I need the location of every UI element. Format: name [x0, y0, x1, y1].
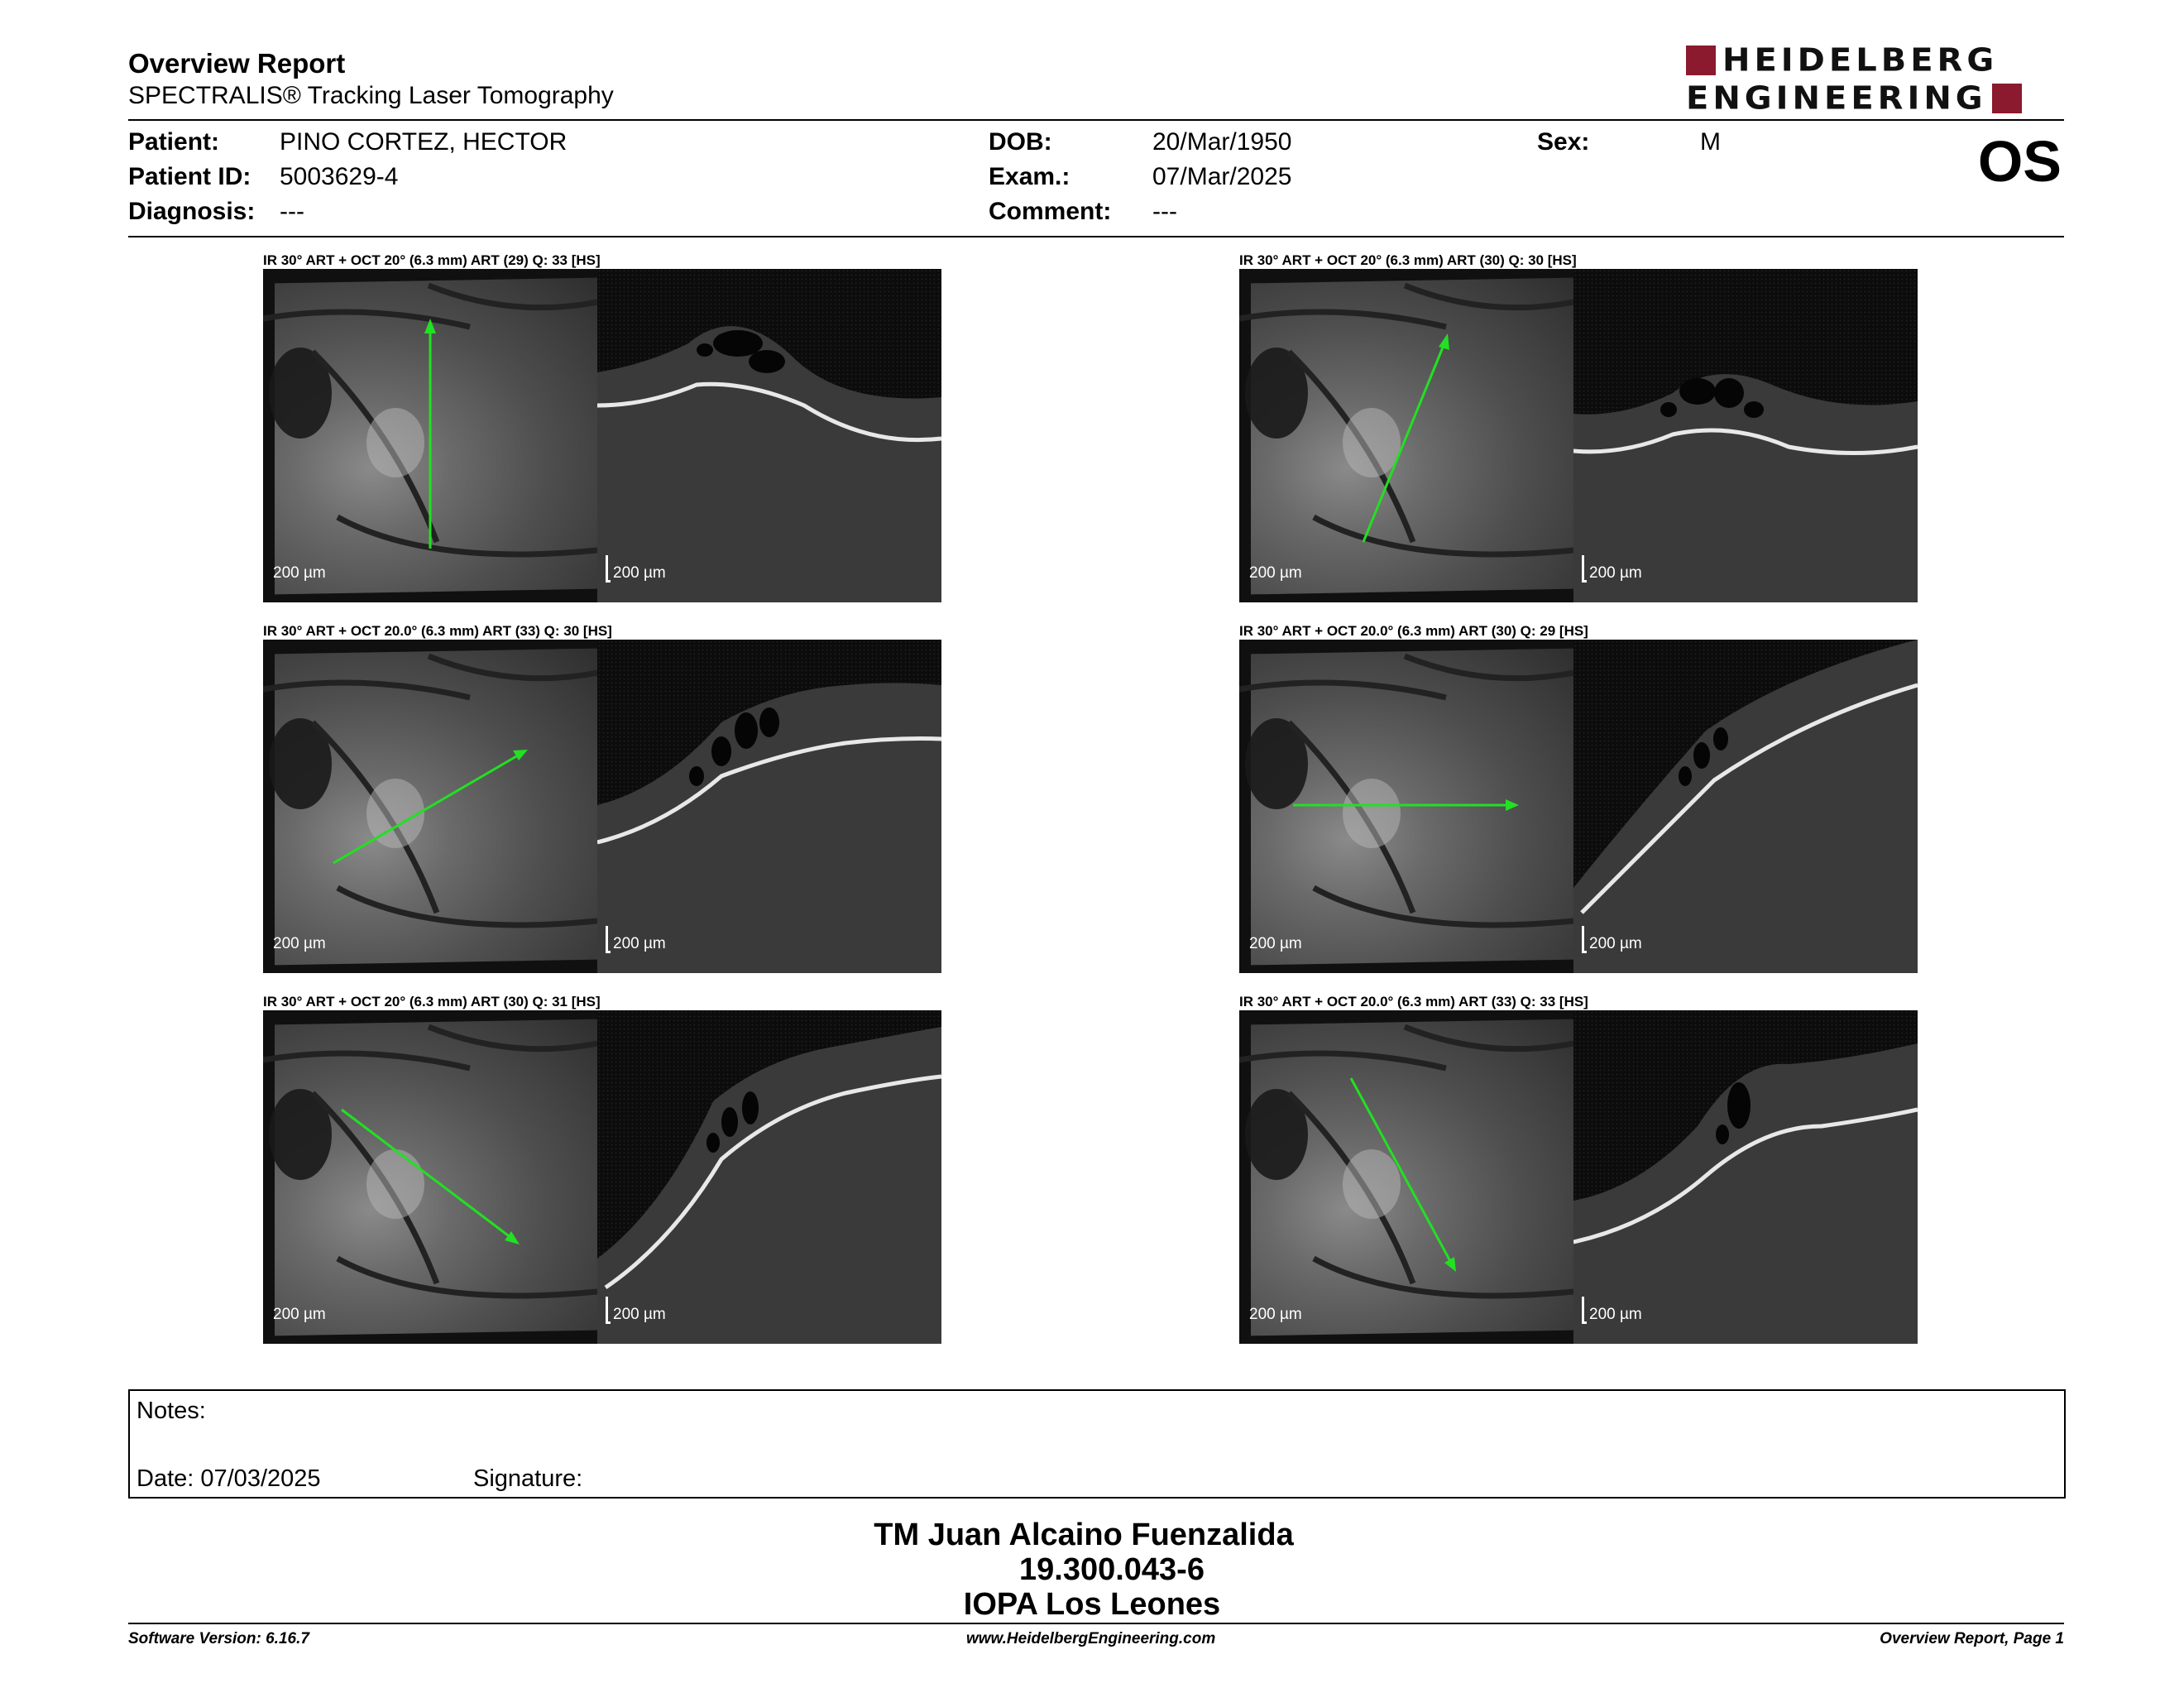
patient-id-label: Patient ID:: [128, 163, 251, 190]
report-title: Overview Report: [128, 48, 346, 79]
scan-image-pair: [1239, 1010, 1918, 1344]
comment-value: ---: [1152, 198, 1177, 225]
patient-id: 5003629-4: [280, 163, 399, 190]
diagnosis-label: Diagnosis:: [128, 198, 256, 225]
fundus-overlay: [263, 269, 597, 602]
oct-scale-label: 200 µm: [606, 926, 666, 953]
scan-image-pair: [1239, 269, 1918, 602]
notes-label: Notes:: [136, 1398, 206, 1424]
panel-title: IR 30° ART + OCT 20.0° (6.3 mm) ART (33) Q: 30 [HS]: [263, 623, 612, 639]
bscan-overlay: [597, 640, 941, 973]
scan-panel-3: [263, 623, 941, 975]
sex-label: Sex:: [1537, 128, 1590, 156]
panel-title: IR 30° ART + OCT 20° (6.3 mm) ART (29) Q: 33 [HS]: [263, 252, 601, 268]
bscan-overlay: [597, 269, 941, 602]
scan-panel-4: [1239, 623, 1918, 975]
dob-value: 20/Mar/1950: [1152, 128, 1292, 156]
oct-bscan-image: [597, 640, 941, 973]
scan-panel-6: [1239, 994, 1918, 1345]
fundus-overlay: [1239, 640, 1573, 973]
scan-image-pair: [263, 640, 941, 973]
patient-name: PINO CORTEZ, HECTOR: [280, 128, 568, 156]
exam-label: Exam.:: [989, 163, 1070, 190]
page-indicator: Overview Report, Page 1: [1880, 1630, 2064, 1647]
infrared-fundus-image: [263, 640, 597, 973]
comment-label: Comment:: [989, 198, 1112, 225]
ir-scale-label: 200 µm: [273, 1306, 326, 1323]
heidelberg-logo: [1686, 42, 2065, 117]
header-divider: [128, 119, 2064, 121]
website-link: www.HeidelbergEngineering.com: [966, 1630, 1216, 1647]
software-version: Software Version: 6.16.7: [128, 1630, 309, 1647]
bscan-overlay: [597, 1010, 941, 1344]
oct-scale-label: 200 µm: [606, 1297, 666, 1324]
oct-bscan-image: [597, 269, 941, 602]
report-subtitle: SPECTRALIS® Tracking Laser Tomography: [128, 82, 614, 109]
oct-scale-label: 200 µm: [1582, 1297, 1642, 1324]
infrared-fundus-image: [263, 269, 597, 602]
bscan-overlay: [1573, 640, 1918, 973]
infrared-fundus-image: [263, 1010, 597, 1344]
bscan-overlay: [1573, 269, 1918, 602]
logo-square-icon: [1992, 84, 2022, 113]
scan-panel-1: [263, 252, 941, 604]
scan-image-pair: [263, 1010, 941, 1344]
date-label: Date: 07/03/2025: [136, 1465, 321, 1492]
infrared-fundus-image: [1239, 269, 1573, 602]
panel-title: IR 30° ART + OCT 20° (6.3 mm) ART (30) Q: 31 [HS]: [263, 994, 601, 1009]
patient-divider: [128, 236, 2064, 237]
fundus-overlay: [263, 1010, 597, 1344]
patient-label: Patient:: [128, 128, 220, 156]
signer-institution: IOPA Los Leones: [963, 1587, 1221, 1622]
infrared-fundus-image: [1239, 1010, 1573, 1344]
oct-scale-label: 200 µm: [1582, 555, 1642, 583]
logo-square-icon: [1686, 46, 1716, 75]
panel-title: IR 30° ART + OCT 20.0° (6.3 mm) ART (33) Q: 33 [HS]: [1239, 994, 1588, 1009]
oct-bscan-image: [1573, 269, 1918, 602]
ir-scale-label: 200 µm: [1249, 935, 1302, 952]
scan-image-pair: [263, 269, 941, 602]
bscan-overlay: [1573, 1010, 1918, 1344]
exam-value: 07/Mar/2025: [1152, 163, 1292, 190]
signer-rut: 19.300.043-6: [1019, 1552, 1205, 1587]
logo-line2: ENGINEERING: [1686, 80, 1987, 117]
logo-line1: HEIDELBERG: [1722, 42, 1999, 79]
notes-box: [128, 1389, 2066, 1499]
oct-bscan-image: [597, 1010, 941, 1344]
infrared-fundus-image: [1239, 640, 1573, 973]
panel-title: IR 30° ART + OCT 20° (6.3 mm) ART (30) Q: 30 [HS]: [1239, 252, 1577, 268]
eye-indicator: OS: [1977, 129, 2062, 194]
oct-scale-label: 200 µm: [1582, 926, 1642, 953]
sex-value: M: [1700, 128, 1721, 156]
dob-label: DOB:: [989, 128, 1052, 156]
ir-scale-label: 200 µm: [273, 935, 326, 952]
signature-label: Signature:: [473, 1465, 583, 1492]
ir-scale-label: 200 µm: [1249, 1306, 1302, 1323]
ir-scale-label: 200 µm: [273, 564, 326, 582]
scan-panel-5: [263, 994, 941, 1345]
signer-name: TM Juan Alcaino Fuenzalida: [874, 1518, 1294, 1552]
footer-divider: [128, 1623, 2064, 1624]
scan-panel-2: [1239, 252, 1918, 604]
oct-scale-label: 200 µm: [606, 555, 666, 583]
panel-title: IR 30° ART + OCT 20.0° (6.3 mm) ART (30) Q: 29 [HS]: [1239, 623, 1588, 639]
fundus-overlay: [263, 640, 597, 973]
oct-bscan-image: [1573, 640, 1918, 973]
ir-scale-label: 200 µm: [1249, 564, 1302, 582]
fundus-overlay: [1239, 1010, 1573, 1344]
diagnosis-value: ---: [280, 198, 304, 225]
oct-bscan-image: [1573, 1010, 1918, 1344]
fundus-overlay: [1239, 269, 1573, 602]
scan-image-pair: [1239, 640, 1918, 973]
